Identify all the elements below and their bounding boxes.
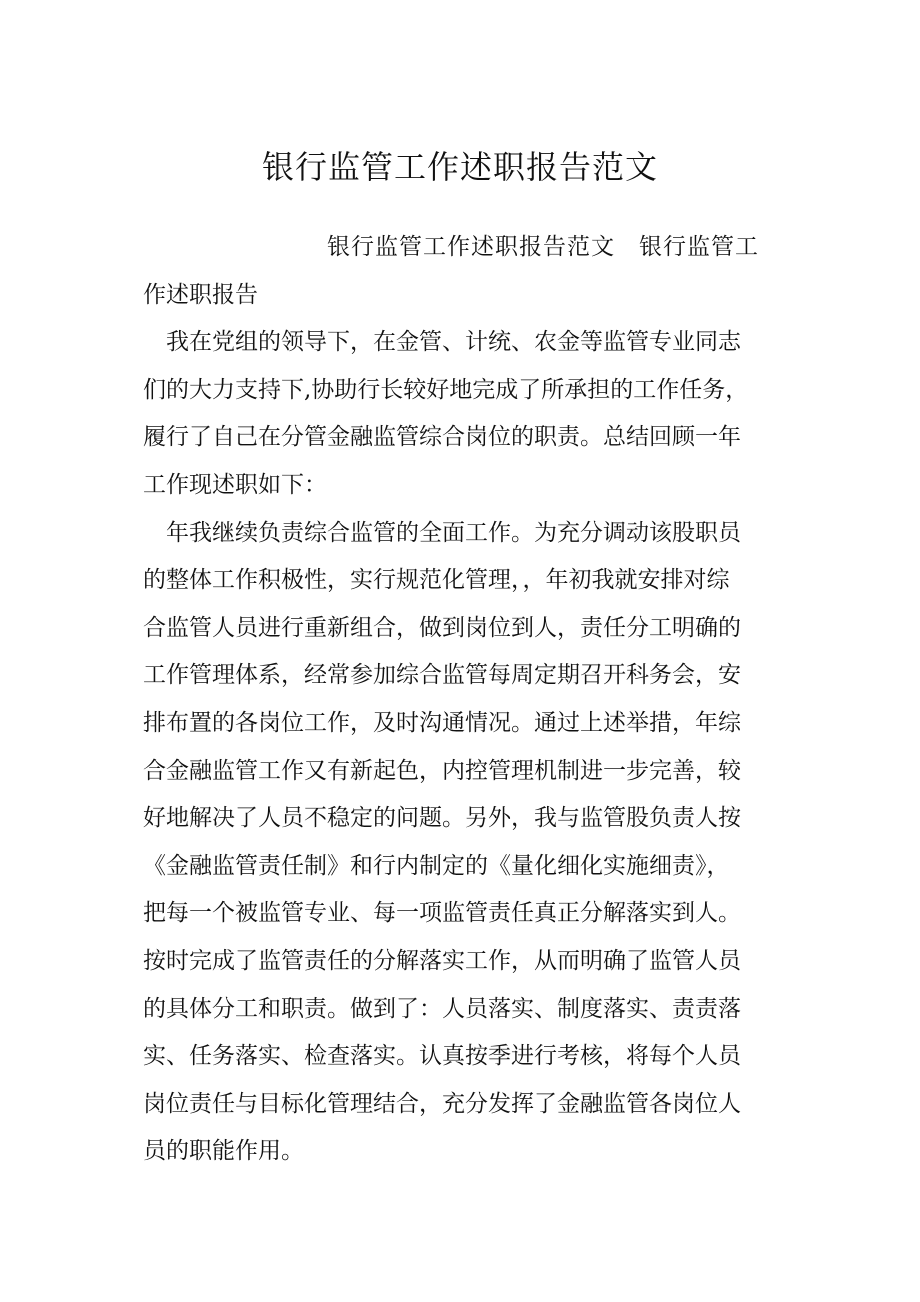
paragraph-line: 岗位责任与目标化管理结合，充分发挥了金融监管各岗位人 [143, 1090, 741, 1117]
paragraph-line: 排布置的各岗位工作，及时沟通情况。通过上述举措，年综 [143, 709, 741, 736]
paragraph-line: 工作管理体系，经常参加综合监管每周定期召开科务会，安 [143, 662, 741, 689]
document-title: 银行监管工作述职报告范文 [261, 148, 658, 186]
paragraph-line: 员的职能作用。 [143, 1138, 304, 1165]
paragraph-line: 工作现述职如下： [143, 471, 327, 498]
paragraph-line: 履行了自己在分管金融监管综合岗位的职责。总结回顾一年 [143, 424, 741, 451]
paragraph-line: 合监管人员进行重新组合，做到岗位到人，责任分工明确的 [143, 614, 741, 641]
document-body [143, 224, 803, 1176]
paragraph-line: 合金融监管工作又有新起色，内控管理机制进一步完善，较 [143, 757, 741, 784]
paragraph-line: 我在党组的领导下，在金管、计统、农金等监管专业同志 [166, 329, 741, 356]
paragraph-line: 年我继续负责综合监管的全面工作。为充分调动该股职员 [166, 519, 741, 546]
paragraph-line: 把每一个被监管专业、每一项监管责任真正分解落实到人。 [143, 900, 741, 927]
paragraph-line: 的整体工作积极性，实行规范化管理，，年初我就安排对综 [143, 567, 730, 594]
paragraph-line: 实、任务落实、检查落实。认真按季进行考核，将每个人员 [143, 1043, 741, 1070]
paragraph-line: 好地解决了人员不稳定的问题。另外，我与监管股负责人按 [143, 805, 741, 832]
paragraph-line: 《金融监管责任制》和行内制定的《量化细化实施细责》， [143, 852, 730, 879]
paragraph-line: 们的大力支持下,协助行长较好地完成了所承担的工作任务， [143, 376, 749, 403]
paragraph-line: 的具体分工和职责。做到了：人员落实、制度落实、责责落 [143, 995, 741, 1022]
paragraph-line: 按时完成了监管责任的分解落实工作，从而明确了监管人员 [143, 947, 741, 974]
subtitle-line: 银行监管工作述职报告范文 银行监管工 [327, 234, 759, 260]
subtitle-line: 作述职报告 [143, 281, 258, 308]
